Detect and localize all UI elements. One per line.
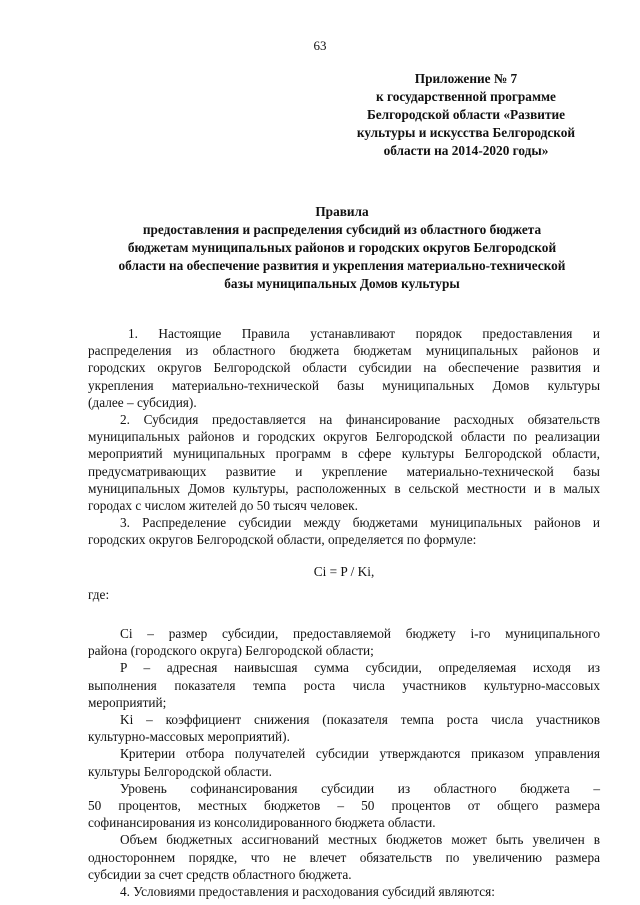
text-line: 1. Настоящие Правила устанавливают порядок предоставления и (128, 326, 600, 341)
text-line: муниципальных Домов культуры, расположенных в сельской местности и в малых (88, 480, 600, 496)
text-line: Ci – размер субсидии, предоставляемой бюджету i-го муниципального (120, 626, 600, 642)
text-line: муниципальных районов и городских округов Белгородской области по реализации (88, 429, 600, 445)
text-line: 4. Условиями предоставления и расходования субсидий являются: (120, 884, 495, 900)
paragraph-3 (88, 514, 600, 548)
text-line: одностороннем порядке, что не влечет обязательств по увеличению размера (88, 849, 600, 865)
text-line: мероприятий муниципальных программ в сфере культуры Белгородской области, (88, 446, 600, 462)
page-number: 63 (313, 38, 327, 53)
text-line: распределения из областного бюджета бюджетам муниципальных районов и (88, 343, 600, 359)
text-line: 50 процентов, местных бюджетов – 50 процентов от общего размера (88, 798, 600, 814)
text-line: выполнения показателя темпа роста числа участников культурно-массовых (88, 677, 600, 693)
text-line: района (городского округа) Белгородской области; (88, 643, 374, 659)
definition-ci (88, 625, 600, 659)
document-body (88, 325, 600, 900)
rules-title (82, 203, 602, 293)
appendix-header (330, 70, 602, 160)
text-line: городских округов Белгородской области, определяется по формуле: (88, 532, 477, 548)
paragraph-4 (88, 883, 600, 900)
definition-p (88, 659, 600, 711)
cofinancing-paragraph (88, 780, 600, 832)
text-line: мероприятий; (88, 694, 167, 710)
text-line: культуры Белгородской области. (88, 763, 272, 779)
appendix-line: Белгородской области «Развитие (366, 107, 566, 122)
title-heading: Правила (315, 204, 369, 219)
appendix-line: к государственной программе (376, 89, 556, 104)
text-line: городских округов Белгородской области субсидии на обеспечение развития и (88, 360, 600, 376)
criteria-paragraph (88, 745, 600, 779)
title-line: области на обеспечение развития и укрепления материально-технической (118, 258, 566, 273)
paragraph-1 (88, 325, 600, 411)
title-line: базы муниципальных Домов культуры (224, 276, 460, 291)
text-line: культурно-массовых мероприятий). (88, 729, 290, 745)
title-line: бюджетам муниципальных районов и городских округов Белгородской (127, 240, 557, 255)
budget-volume-paragraph (88, 831, 600, 883)
appendix-line: области на 2014-2020 годы» (383, 143, 549, 158)
appendix-line: Приложение № 7 (414, 71, 518, 86)
text-line: городах с числом жителей до 50 тысяч человек. (88, 498, 358, 514)
text-line: Объем бюджетных ассигнований местных бюджетов может быть увеличен в (120, 832, 600, 848)
appendix-line: культуры и искусства Белгородской (356, 125, 576, 140)
text-line: Критерии отбора получателей субсидии утверждаются приказом управления (120, 746, 600, 762)
paragraph-2 (88, 411, 600, 514)
text-line: субсидии за счет средств областного бюджета. (88, 866, 352, 882)
text-line: предусматривающих развитие и укрепление материально-технической базы (88, 463, 600, 479)
text-line: 3. Распределение субсидии между бюджетами муниципальных районов и (120, 515, 600, 531)
text-line: софинансирования из консолидированного бюджета области. (88, 815, 436, 831)
text-line: (далее – субсидия). (88, 394, 197, 410)
definition-ki (88, 711, 600, 745)
text-line: Ki – коэффициент снижения (показателя темпа роста числа участников (120, 712, 600, 728)
formula: Ci = P / Ki, (313, 563, 375, 579)
text-line: 2. Субсидия предоставляется на финансирование расходных обязательств (120, 412, 600, 428)
text-line: Уровень софинансирования субсидии из областного бюджета – (120, 780, 600, 796)
text-line: P – адресная наивысшая сумма субсидии, определяемая исходя из (120, 660, 600, 676)
text-line: укрепления материально-технической базы муниципальных Домов культуры (88, 377, 600, 393)
where-label: где: (88, 586, 110, 602)
title-line: предоставления и распределения субсидий из областного бюджета (142, 222, 542, 237)
